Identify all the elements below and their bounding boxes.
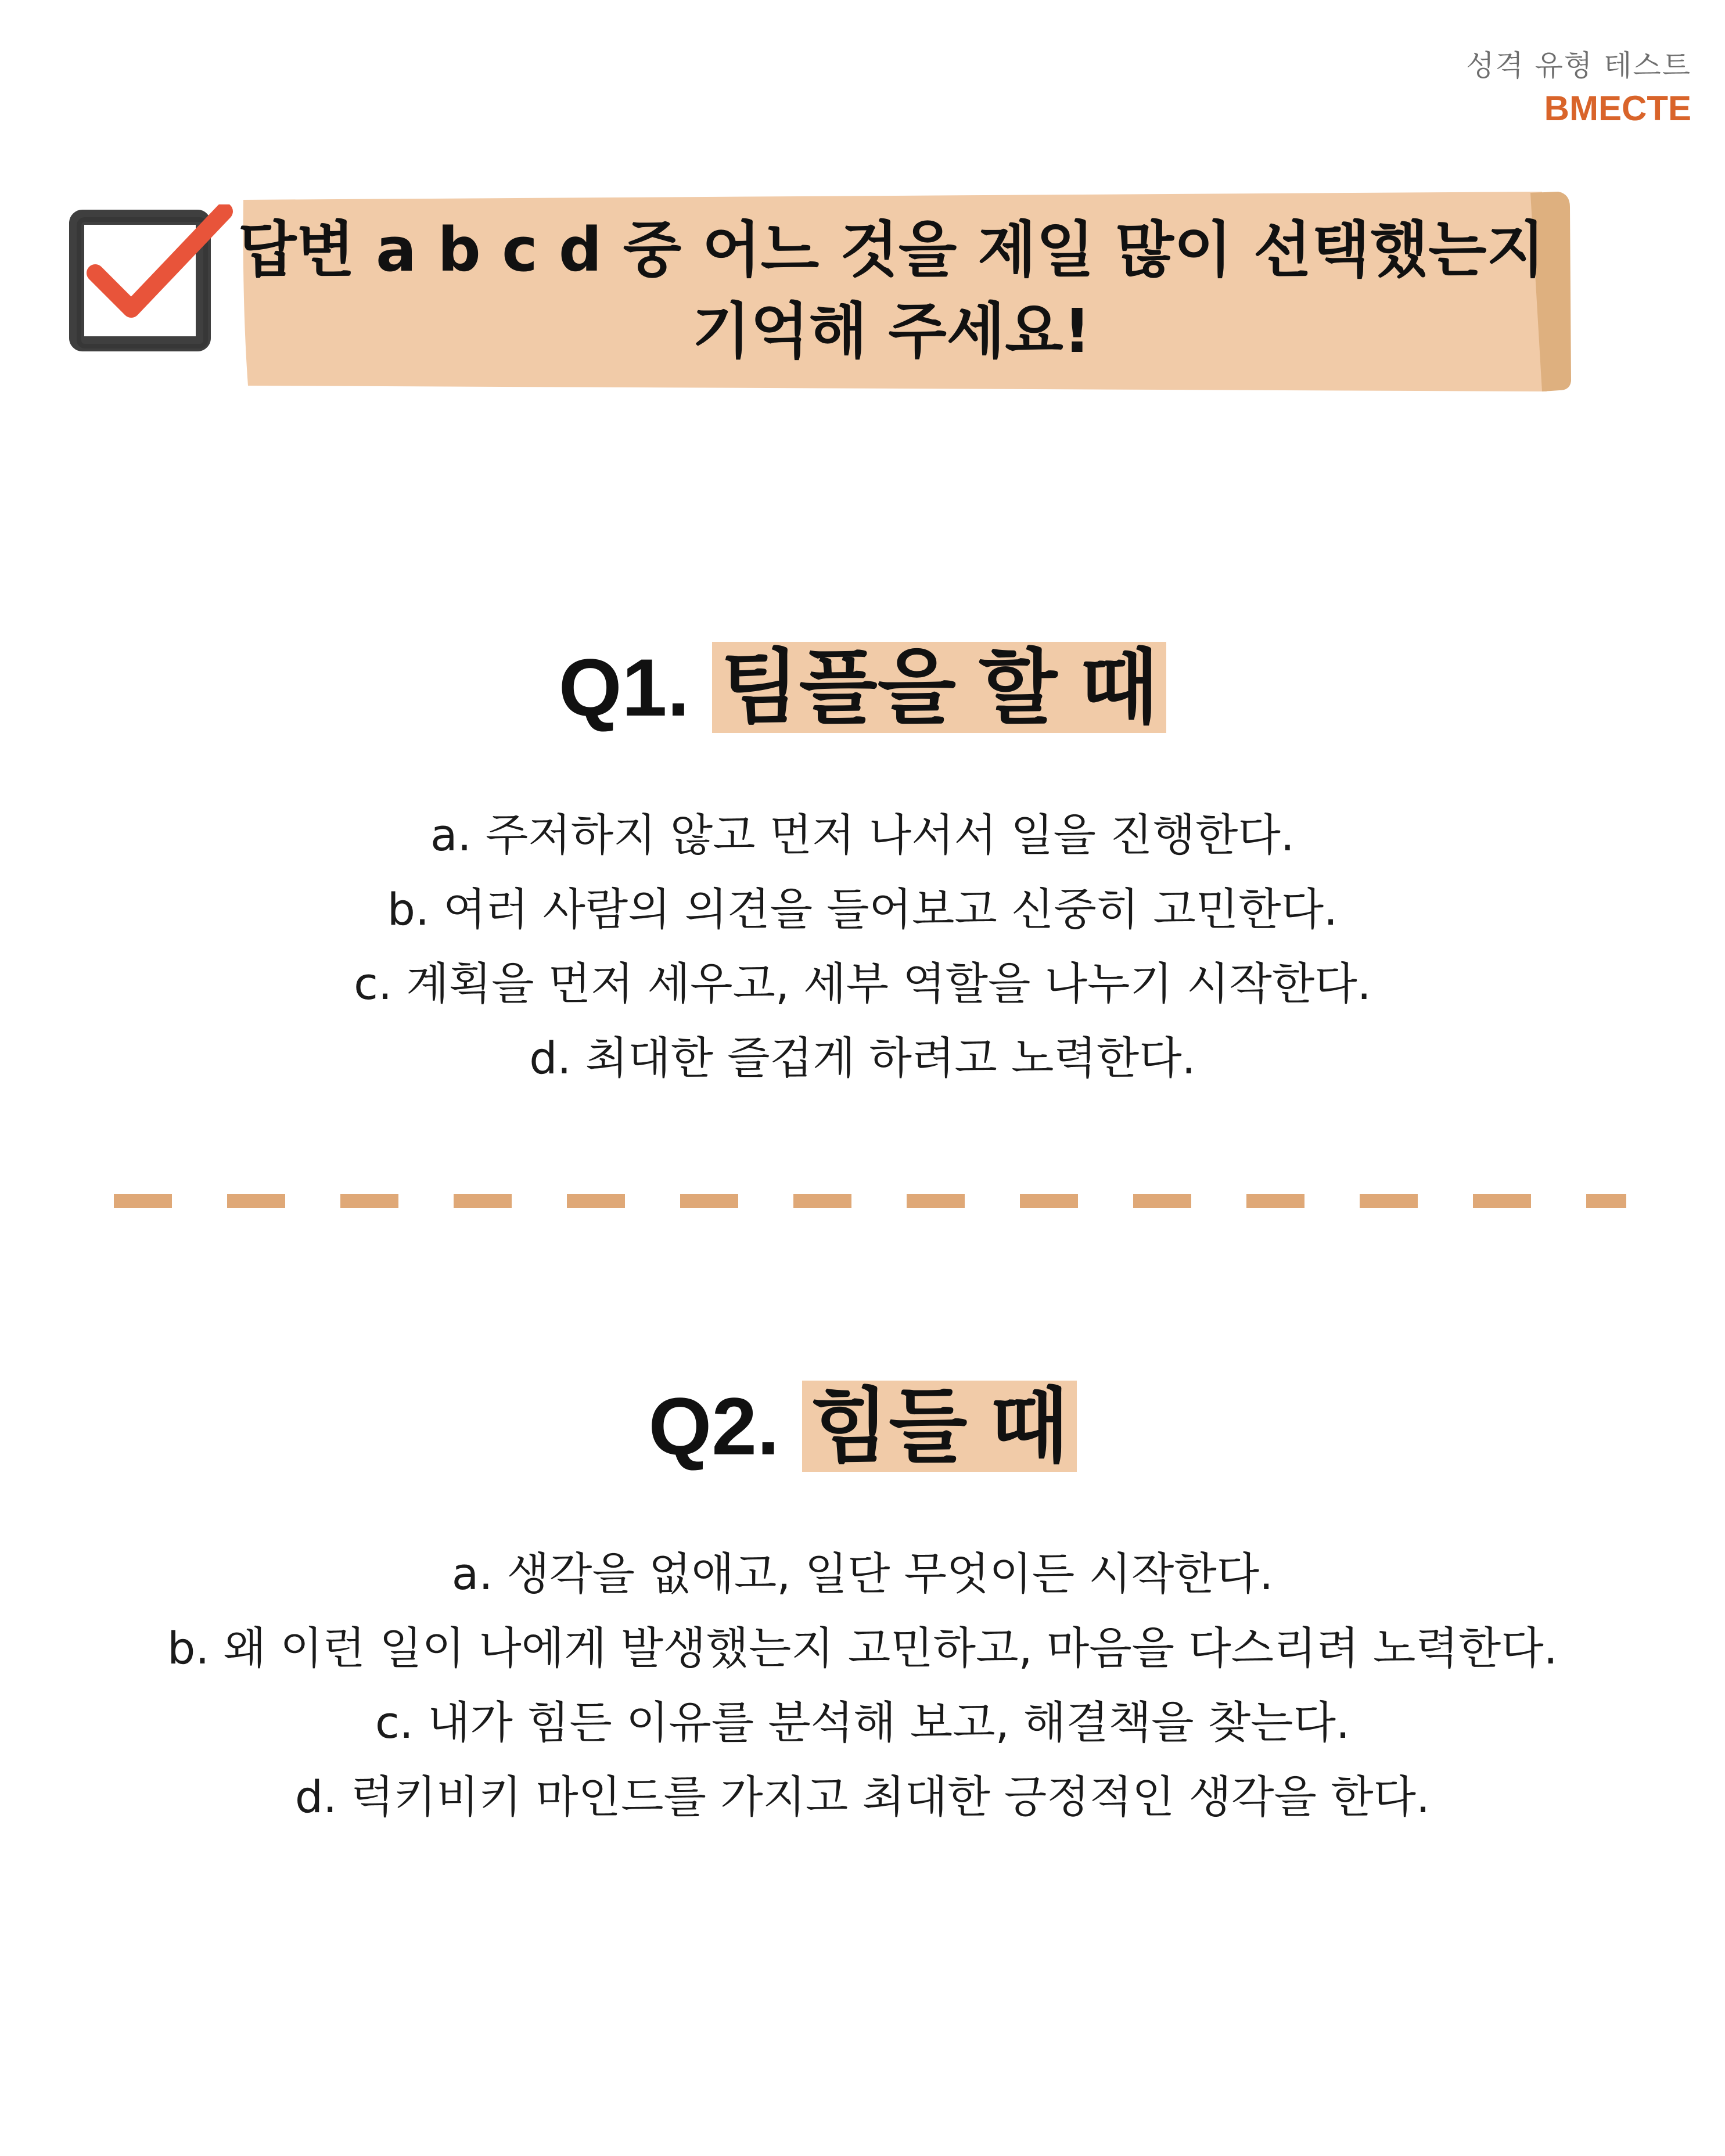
dashed-divider xyxy=(114,1194,1626,1208)
answer-d: d. 최대한 즐겁게 하려고 노력한다. xyxy=(529,1032,1196,1084)
answer-b: b. 왜 이런 일이 나에게 발생했는지 고민하고, 마음을 다스리려 노력한다. xyxy=(167,1622,1558,1674)
banner-line-1: 답변 a b c d 중 어느 것을 제일 많이 선택했는지 xyxy=(238,214,1546,285)
question-number: Q2. xyxy=(648,1381,780,1472)
answer-list xyxy=(0,1537,1725,1834)
brand-name: BMECTE xyxy=(1544,89,1691,128)
checkbox-checked-icon xyxy=(69,204,237,355)
answer-c: c. 계획을 먼저 세우고, 세부 역할을 나누기 시작한다. xyxy=(354,958,1371,1009)
instruction-banner xyxy=(235,189,1571,391)
question-title xyxy=(0,641,1725,734)
brand xyxy=(1466,45,1691,131)
question-1 xyxy=(0,641,1725,1095)
question-title xyxy=(0,1380,1725,1473)
answer-a: a. 생각을 없애고, 일단 무엇이든 시작한다. xyxy=(451,1548,1274,1600)
answer-a: a. 주저하지 않고 먼저 나서서 일을 진행한다. xyxy=(430,809,1295,861)
answer-list xyxy=(0,798,1725,1095)
answer-d: d. 럭키비키 마인드를 가지고 최대한 긍정적인 생각을 한다. xyxy=(294,1771,1431,1823)
question-topic: 팀플을 할 때 xyxy=(712,642,1166,733)
answer-b: b. 여러 사람의 의견을 들어보고 신중히 고민한다. xyxy=(387,883,1338,935)
question-number: Q1. xyxy=(558,642,690,733)
brand-subtitle: 성격 유형 테스트 xyxy=(1466,49,1691,82)
answer-c: c. 내가 힘든 이유를 분석해 보고, 해결책을 찾는다. xyxy=(375,1697,1350,1748)
question-2 xyxy=(0,1380,1725,1834)
banner-line-2: 기억해 주세요! xyxy=(692,296,1091,366)
question-topic: 힘들 때 xyxy=(802,1381,1077,1472)
